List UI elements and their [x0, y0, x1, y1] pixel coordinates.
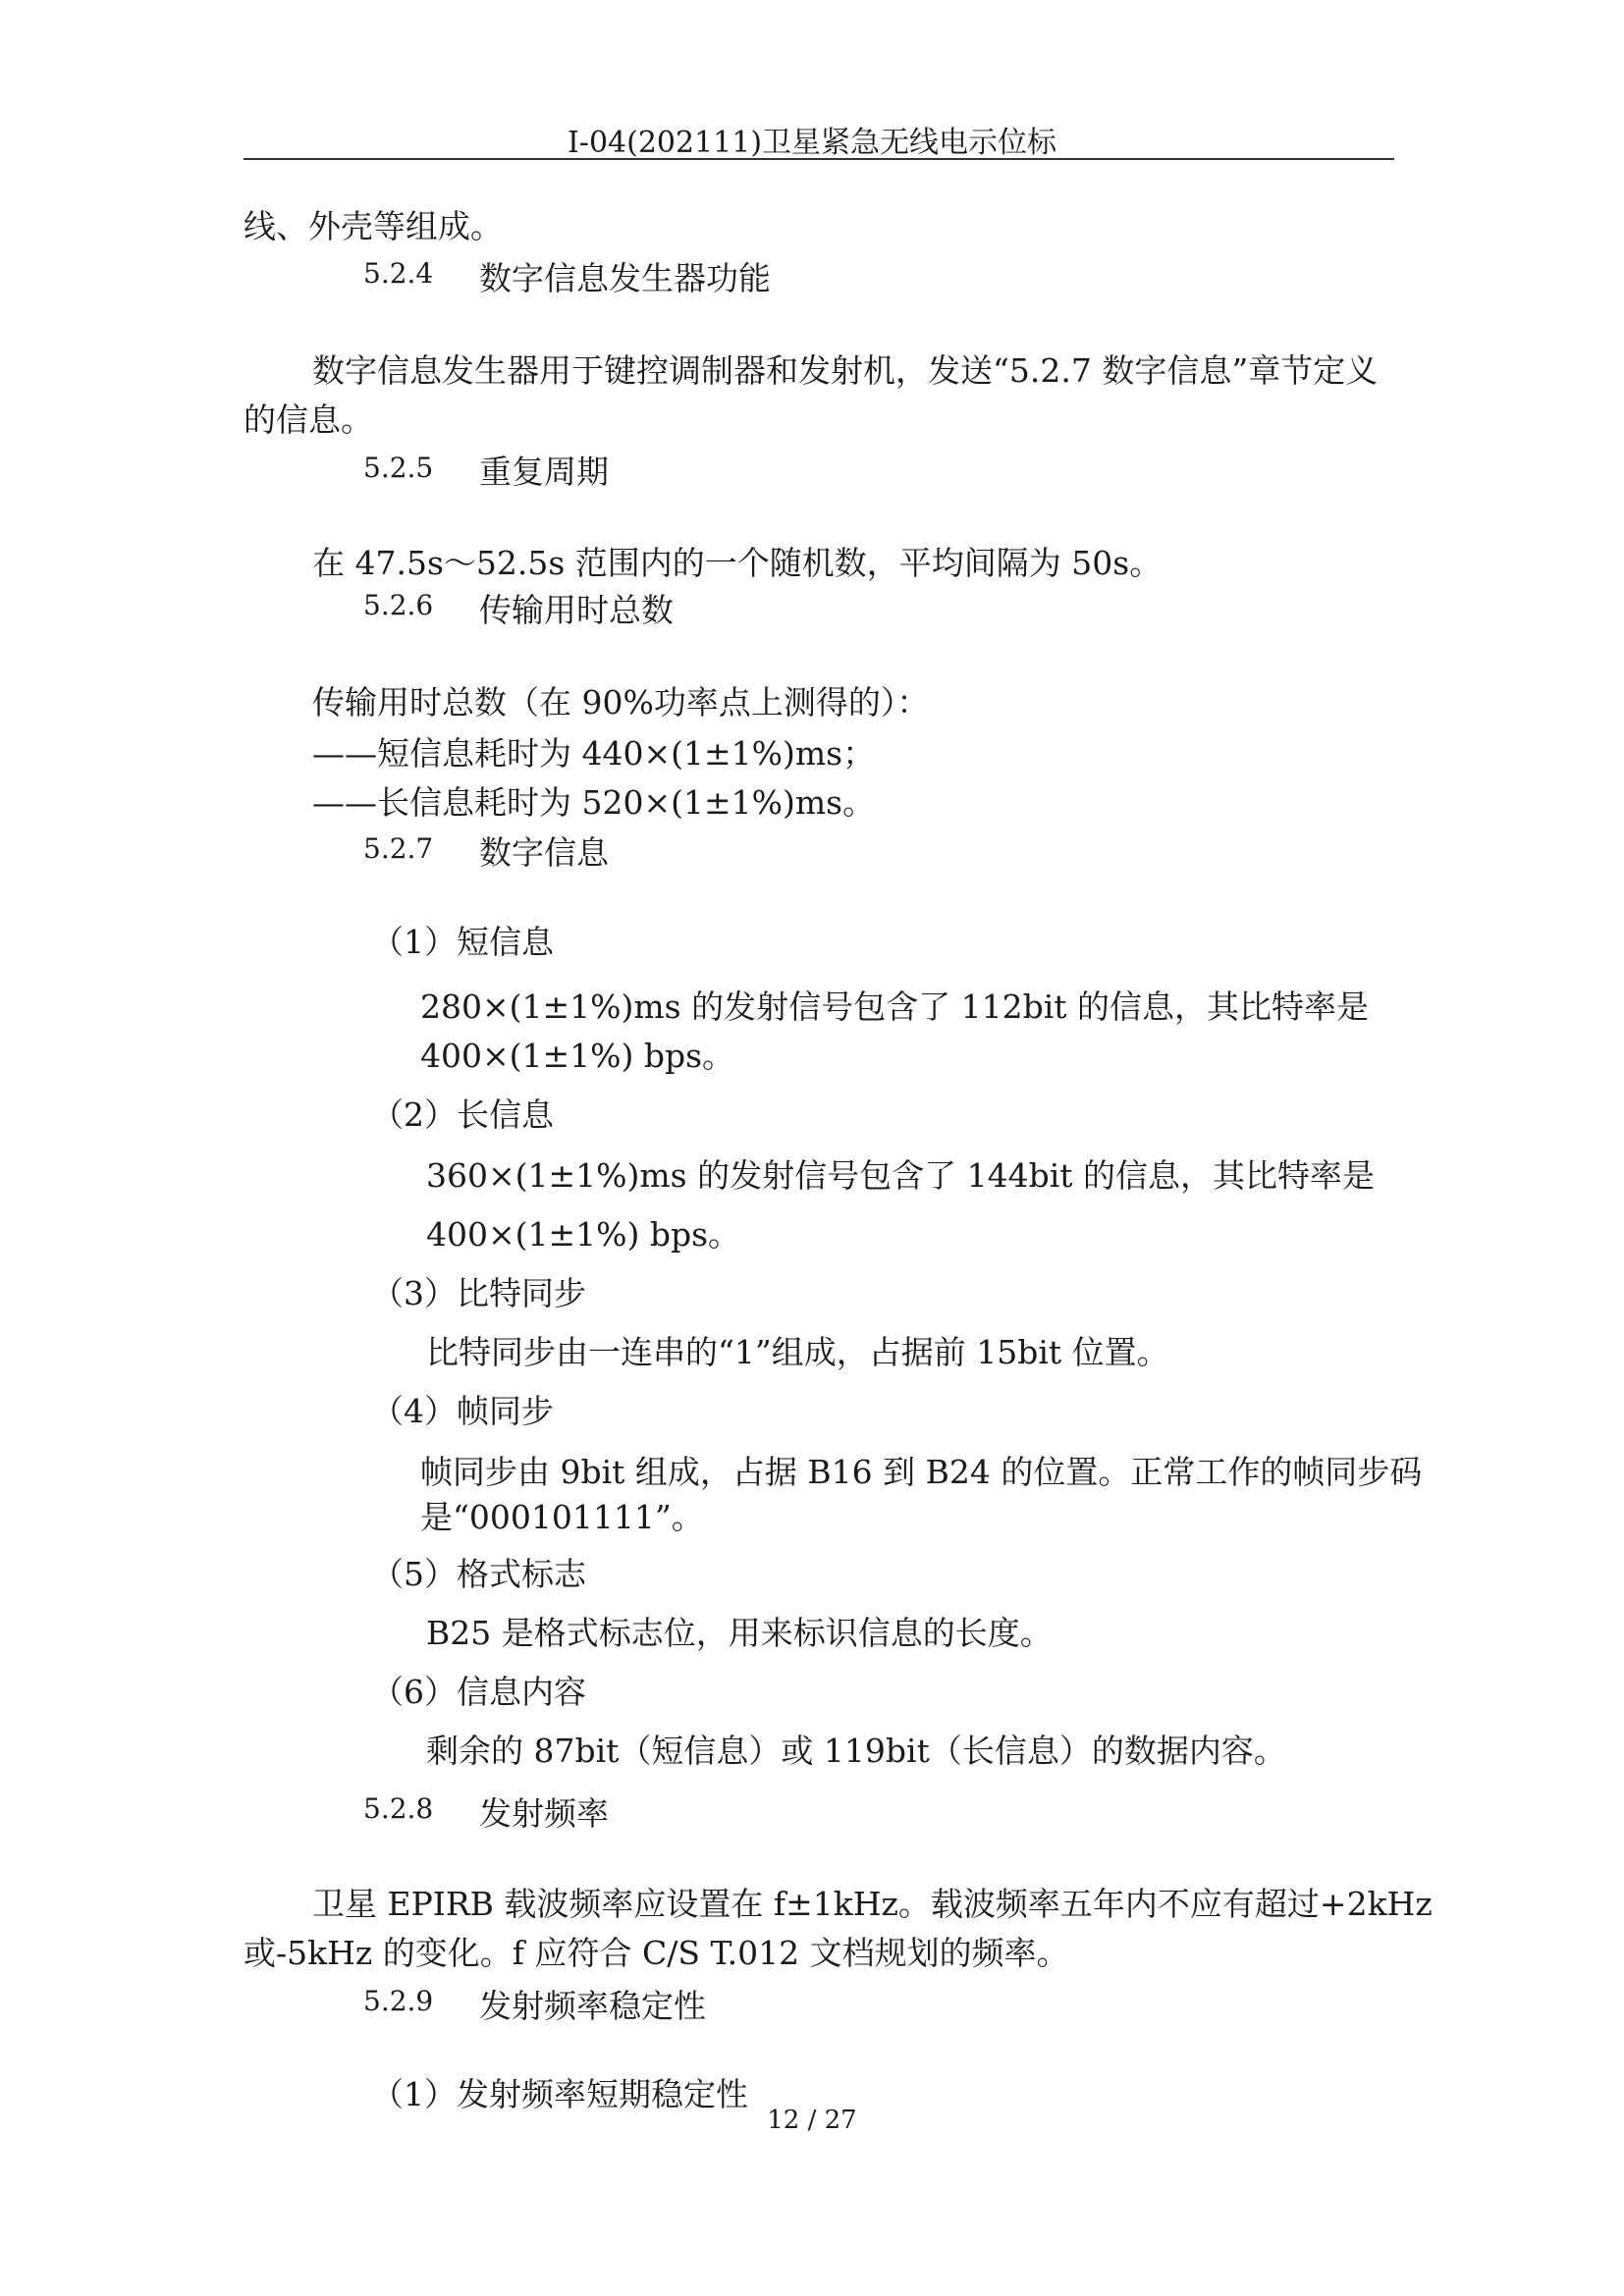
item-text: 400×(1±1%) bps。: [426, 1215, 741, 1254]
item-heading: （1）短信息: [371, 923, 554, 961]
section-title: 发射频率稳定性: [479, 1987, 706, 2025]
section-title: 数字信息: [479, 833, 609, 872]
header-rule: [244, 158, 1394, 160]
item-text: 280×(1±1%)ms 的发射信号包含了 112bit 的信息，其比特率是: [420, 988, 1370, 1026]
paragraph-line: 在 47.5s～52.5s 范围内的一个随机数，平均间隔为 50s。: [312, 544, 1163, 582]
item-text: 360×(1±1%)ms 的发射信号包含了 144bit 的信息，其比特率是: [426, 1156, 1376, 1195]
paragraph-line: 数字信息发生器用于键控调制器和发射机，发送“5.2.7 数字信息”章节定义: [312, 351, 1379, 390]
item-heading: （3）比特同步: [371, 1274, 586, 1312]
section-number: 5.2.9: [363, 1985, 434, 2017]
page-header-title: I-04(202111)卫星紧急无线电示位标: [567, 126, 1057, 160]
item-text: 是“000101111”。: [420, 1498, 704, 1536]
item-heading: （5）格式标志: [371, 1555, 586, 1593]
item-text: 比特同步由一连串的“1”组成，占据前 15bit 位置。: [426, 1333, 1169, 1371]
item-heading: （6）信息内容: [371, 1673, 586, 1711]
paragraph-line: 的信息。: [244, 400, 373, 439]
section-number: 5.2.7: [363, 832, 434, 865]
section-number: 5.2.4: [363, 257, 434, 290]
paragraph-line: 卫星 EPIRB 载波频率应设置在 f±1kHz。载波频率五年内不应有超过+2kHz: [312, 1885, 1433, 1923]
paragraph-line: 线、外壳等组成。: [244, 207, 503, 245]
paragraph-line: 或-5kHz 的变化。f 应符合 C/S T.012 文档规划的频率。: [244, 1934, 1069, 1972]
paragraph-line: 传输用时总数（在 90%功率点上测得的）：: [312, 683, 930, 721]
section-title: 发射频率: [479, 1794, 609, 1833]
list-line: ——长信息耗时为 520×(1±1%)ms。: [312, 783, 876, 822]
item-heading: （1）发射频率短期稳定性: [371, 2075, 748, 2113]
section-title: 传输用时总数: [479, 591, 674, 629]
list-line: ——短信息耗时为 440×(1±1%)ms；: [312, 734, 876, 773]
section-number: 5.2.5: [363, 452, 434, 484]
item-text: 帧同步由 9bit 组成，占据 B16 到 B24 的位置。正常工作的帧同步码: [420, 1453, 1423, 1491]
item-heading: （2）长信息: [371, 1095, 554, 1134]
page-number: 12 / 27: [767, 2106, 857, 2135]
section-title: 数字信息发生器功能: [479, 259, 771, 297]
item-text: 剩余的 87bit（短信息）或 119bit（长信息）的数据内容。: [426, 1732, 1286, 1770]
section-title: 重复周期: [479, 453, 609, 491]
item-heading: （4）帧同步: [371, 1392, 554, 1430]
item-text: B25 是格式标志位，用来标识信息的长度。: [426, 1614, 1053, 1652]
item-text: 400×(1±1%) bps。: [420, 1037, 735, 1075]
section-number: 5.2.8: [363, 1792, 434, 1825]
section-number: 5.2.6: [363, 589, 434, 621]
